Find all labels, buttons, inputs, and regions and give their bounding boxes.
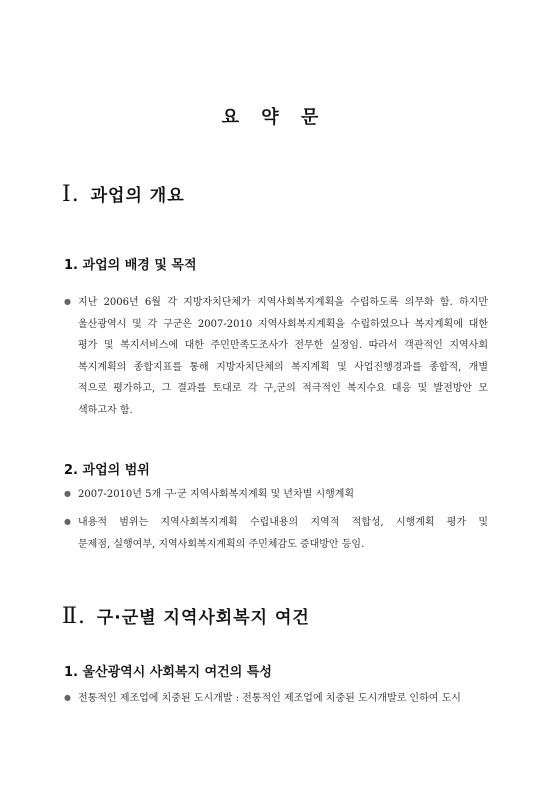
bullet-icon: ● (64, 693, 71, 702)
text-line: 색하고자 함. (78, 404, 133, 416)
section-1-2-bullet-1 (64, 483, 488, 506)
chapter-2-number: Ⅱ. (62, 604, 86, 629)
text-line: 복지계획의 종합지표를 통해 지방자치단체의 복지계획 및 사업진행경과를 종합적, 개별 (78, 361, 488, 373)
section-1-2-bullet-2 (64, 511, 488, 555)
chapter-2-heading (62, 603, 310, 629)
section-2-1-heading: 1. 울산광역시 사회복지 여건의 특성 (64, 665, 272, 680)
text-line: 전통적인 제조업에 치중된 도시개발 : 전통적인 제조업에 치중된 도시개발로 인하여 도시 (78, 693, 461, 704)
chapter-1-number: Ⅰ. (62, 182, 80, 207)
bullet-icon: ● (64, 297, 71, 306)
section-1-1-heading: 1. 과업의 배경 및 목적 (64, 258, 197, 273)
text-line: 울산광역시 및 각 구군은 2007-2010 지역사회복지계획을 수립하였으나 복지계획에 대한 (78, 318, 488, 330)
chapter-1-title: 과업의 개요 (90, 186, 185, 206)
text-line: 적으로 평가하고, 그 결과를 토대로 각 구,군의 적극적인 복지수요 대응 및 발전방안 모 (78, 383, 488, 394)
chapter-1-heading (62, 181, 185, 207)
section-1-1-paragraph (64, 291, 488, 421)
text-line: 평가 및 복지서비스에 대한 주민만족도조사가 전무한 실정임. 따라서 객관적인 지역사회 (78, 340, 488, 351)
chapter-2-title: 구·군별 지역사회복지 여건 (96, 608, 310, 628)
section-2-1-bullet-1 (64, 687, 488, 710)
bullet-icon: ● (64, 517, 71, 526)
bullet-icon: ● (64, 489, 71, 498)
document-title: 요 약 문 (221, 107, 327, 128)
text-line: 2007-2010년 5개 구·군 지역사회복지계획 및 년차별 시행계획 (78, 489, 355, 500)
section-1-2-heading: 2. 과업의 범위 (64, 463, 150, 478)
text-line: 지난 2006년 6월 각 지방자치단체가 지역사회복지계획을 수립하도록 의무화 함. 하지만 (78, 297, 488, 308)
text-line: 문제점, 실행여부, 지역사회복지계획의 주민체감도 증대방안 등임. (78, 538, 365, 550)
text-line: 내용적 범위는 지역사회복지계획 수립내용의 지역적 적합성, 시행계획 평가 및 (78, 517, 488, 528)
